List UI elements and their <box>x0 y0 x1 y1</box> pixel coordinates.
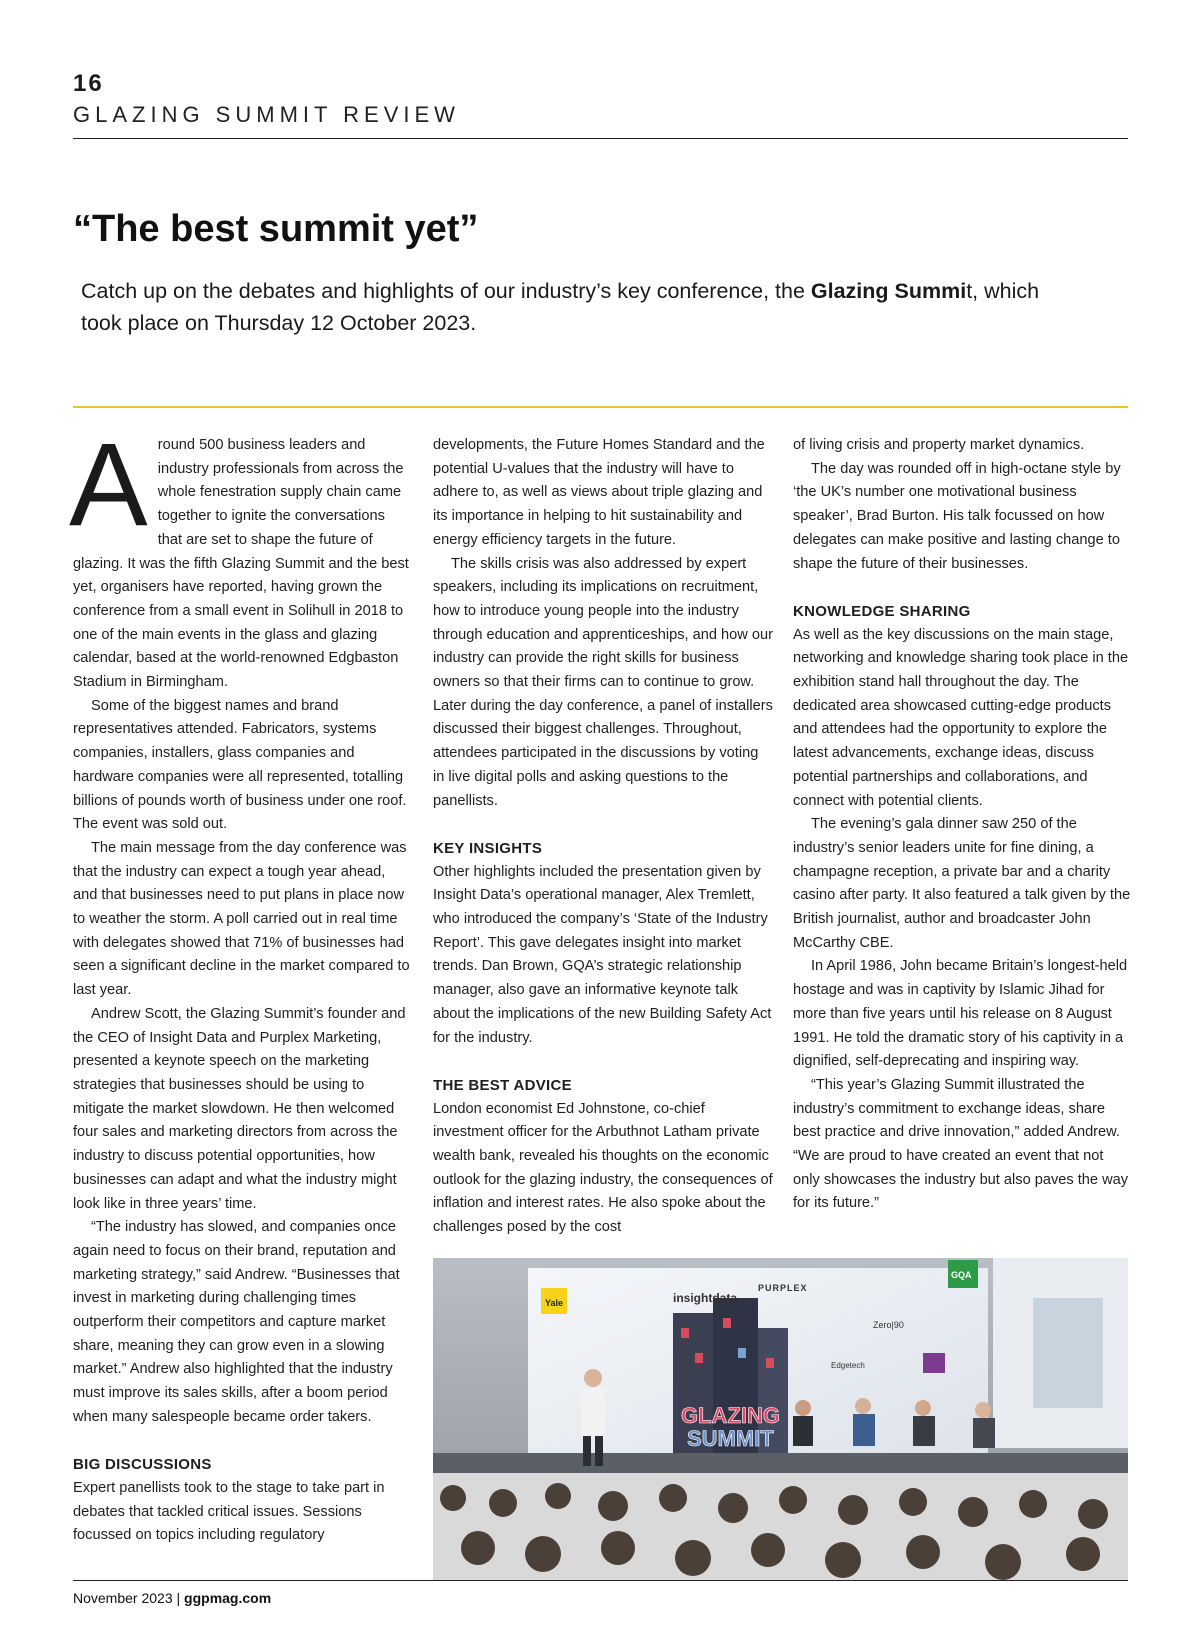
section-title: GLAZING SUMMIT REVIEW <box>73 102 460 127</box>
standfirst-text-end: t, which took place on Thursday 12 October 2023. <box>81 279 1040 335</box>
drop-cap: A <box>69 419 148 551</box>
sponsor-logo <box>923 1353 945 1373</box>
article-column-1 <box>69 419 413 1548</box>
subheading-best-advice: THE BEST ADVICE <box>433 1076 572 1094</box>
article-headline: “The best summit yet” <box>73 208 479 250</box>
footer-site: ggpmag.com <box>184 1590 272 1606</box>
article-column-3 <box>793 434 1133 1216</box>
article-standfirst <box>81 275 1081 339</box>
page-number: 16 <box>73 70 104 97</box>
side-screen-image <box>1033 1298 1103 1408</box>
footer-separator: | <box>176 1590 181 1606</box>
standfirst-event-name: Glazing Summi <box>810 279 967 303</box>
subheading-key-insights: KEY INSIGHTS <box>433 839 543 857</box>
paragraph: Other highlights included the presentation given by Insight Data’s operational manager, Alex Tremlett, who introduced the company’s ‘State of the Industry Report’. This gave delegates insight into market trends. Dan Brown, GQA’s strategic relationship manager, also gave an informative keynote talk about the implications of the new Building Safety Act for the industry. <box>433 863 772 1046</box>
spacer <box>793 576 1133 600</box>
paragraph: Some of the biggest names and brand representatives attended. Fabricators, systems companies, installers, glass companies and hardware companies were all represented, totalling billions of pounds worth of business under one roof. The event was sold out. <box>73 697 407 833</box>
footer-date: November 2023 <box>73 1590 173 1606</box>
paragraph-text: round 500 business leaders and industry professionals from across the whole fenestration supply chain came together to ignite the conversations that are set to shape the future of glazing. It was the fifth Glazing Summit and the best yet, organisers have reported, having grown the conference from a small event in Solihull in 2018 to one of the main events in the glass and glazing calendar, based at the world-renowned Edgbaston Stadium in Birmingham. <box>73 437 409 691</box>
sign-purplex: PURPLEX <box>758 1283 808 1293</box>
paragraph: In April 1986, John became Britain’s longest-held hostage and was in captivity by Islamic Jihad for more than five years until his release on 8 August 1991. He told the dramatic story of his captivity in a dignified, self-deprecating and inspiring way. <box>793 958 1128 1070</box>
subheading-big-discussions: BIG DISCUSSIONS <box>73 1456 212 1474</box>
spacer <box>433 1050 773 1074</box>
paragraph: As well as the key discussions on the main stage, networking and knowledge sharing took place in the exhibition stand hall throughout the day. The dedicated area showcased cutting-edge products and attendees had the opportunity to explore the latest advancements, exchange ideas, discuss potential partnerships and collaborations, and connect with potential clients. <box>793 626 1129 809</box>
paragraph: of living crisis and property market dynamics. <box>793 437 1085 453</box>
standfirst-text: Catch up on the debates and highlights of our industry’s key conference, the <box>81 279 811 303</box>
paragraph: “The industry has slowed, and companies once again need to focus on their brand, reputation and marketing strategy,” said Andrew. “Businesses that invest in marketing during challenging times outperform their competitors and capture market share, meaning they can grow even in a slowing market.” Andrew also highlighted that the industry must improve its sales skills, after a boom period when many salespeople became order takers. <box>73 1219 400 1425</box>
accent-divider <box>73 406 1128 408</box>
paragraph: developments, the Future Homes Standard and the potential U-values that the industry will have to adhere to, as well as views about triple glazing and its importance in helping to hit sustainability and energy efficiency targets in the future. <box>433 437 765 548</box>
paragraph: Andrew Scott, the Glazing Summit’s founder and the CEO of Insight Data and Purplex Marketing, presented a keynote speech on the marketing strategies that businesses should be using to mitigate the market slowdown. He then welcomed four sales and marketing directors from across the industry to discuss potential opportunities, how businesses can adapt and what the industry might look like in three years’ time. <box>73 1005 406 1212</box>
stage-edge <box>433 1453 1128 1475</box>
paragraph: The skills crisis was also addressed by expert speakers, including its implications on recruitment, how to introduce young people into the industry through education and apprenticeships, and how our industry can provide the right skills for business owners so that their firms can to continue to grow. Later during the day conference, a panel of installers discussed their biggest challenges. Throughout, attendees participated in the discussions by voting in live digital polls and asking questions to the panellists. <box>433 555 773 809</box>
page-footer <box>73 1590 271 1606</box>
paragraph <box>69 419 413 695</box>
sign-glazing: GLAZING <box>681 1403 780 1428</box>
paragraph: The evening’s gala dinner saw 250 of the industry’s senior leaders unite for fine dining, a champagne reception, a private bar and a charity casino after party. It also featured a talk given by the British journalist, author and broadcaster John McCarthy CBE. <box>793 816 1131 951</box>
paragraph: The main message from the day conference was that the industry can expect a tough year ahead, and that businesses need to put plans in place now to weather the storm. A poll carried out in real time with delegates showed that 71% of businesses had seen a significant decline in the market compared to last year. <box>73 839 410 999</box>
paragraph: London economist Ed Johnstone, co-chief investment officer for the Arbuthnot Latham private wealth bank, revealed his thoughts on the economic outlook for the glazing industry, the consequences of inflation and interest rates. He also spoke about the challenges posed by the cost <box>433 1100 773 1236</box>
article-column-2 <box>433 434 773 1240</box>
footer-divider <box>73 1580 1128 1581</box>
spacer <box>433 813 773 837</box>
sign-gqa: GQA <box>951 1270 972 1280</box>
sign-edgetech: Edgetech <box>831 1361 865 1370</box>
paragraph: “This year’s Glazing Summit illustrated the industry’s commitment to exchange ideas, share best practice and drive innovation,” added Andrew. “We are proud to have created an event that not only showcases the industry but also paves the way for its future.” <box>793 1076 1129 1212</box>
conference-photo <box>433 1258 1128 1580</box>
subheading-knowledge-sharing: KNOWLEDGE SHARING <box>793 602 971 620</box>
conference-photo-illustration <box>433 1258 1128 1580</box>
sign-summit: SUMMIT <box>687 1426 774 1451</box>
paragraph: Expert panellists took to the stage to take part in debates that tackled critical issues. Sessions focussed on topics including regulatory <box>73 1479 385 1544</box>
sign-yale: Yale <box>545 1298 564 1308</box>
header-divider <box>73 138 1128 139</box>
spacer <box>73 1430 413 1454</box>
sign-insightdata: insightdata <box>673 1291 738 1305</box>
paragraph: The day was rounded off in high-octane style by ‘the UK’s number one motivational business speaker’, Brad Burton. His talk focussed on how delegates can make positive and lasting change to shape the future of their businesses. <box>793 460 1121 572</box>
sign-zero: Zero|90 <box>873 1320 904 1330</box>
